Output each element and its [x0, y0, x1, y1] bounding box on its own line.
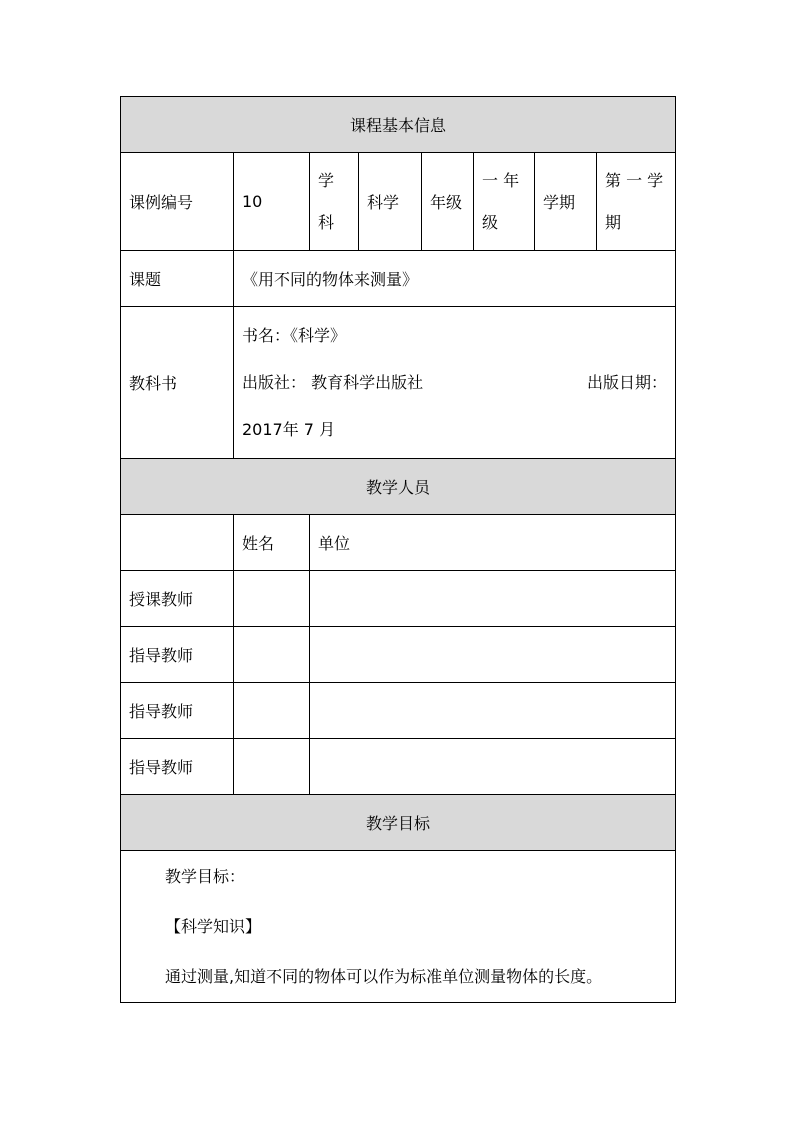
staff-name — [234, 739, 310, 795]
staff-header-name: 姓名 — [234, 515, 310, 571]
textbook-details — [234, 307, 676, 459]
textbook-date-label: 出版日期： — [587, 373, 668, 392]
staff-row — [121, 571, 676, 627]
staff-unit — [310, 571, 676, 627]
term-value-line2: 期 — [605, 212, 622, 232]
course-info-form — [120, 96, 676, 1003]
course-id-value: 10 — [234, 153, 310, 251]
staff-role: 授课教师 — [121, 571, 234, 627]
staff-header-blank — [121, 515, 234, 571]
subject-label-line2: 科 — [318, 212, 335, 232]
section-header-staff: 教学人员 — [121, 459, 676, 515]
staff-unit — [310, 739, 676, 795]
term-value — [597, 153, 676, 251]
staff-header-unit: 单位 — [310, 515, 676, 571]
staff-unit — [310, 627, 676, 683]
section-header-goals: 教学目标 — [121, 795, 676, 851]
section-header-basic-info: 课程基本信息 — [121, 97, 676, 153]
staff-row — [121, 739, 676, 795]
textbook-name: 书名：《科学》 — [242, 326, 347, 345]
textbook-label: 教科书 — [121, 307, 234, 459]
grade-value-line1: 一 年 — [482, 170, 520, 190]
textbook-date-value: 2017年 7 月 — [242, 420, 336, 439]
term-value-line1: 第 一 学 — [605, 170, 664, 190]
textbook-publisher-row — [242, 359, 667, 406]
goals-heading: 教学目标： — [165, 866, 246, 886]
grade-value — [474, 153, 535, 251]
textbook-publisher: 出版社： 教育科学出版社 — [242, 373, 424, 392]
staff-role: 指导教师 — [121, 683, 234, 739]
subject-label-line1: 学 — [318, 170, 335, 190]
grade-label: 年级 — [422, 153, 474, 251]
topic-value: 《用不同的物体来测量》 — [234, 251, 676, 307]
staff-role: 指导教师 — [121, 739, 234, 795]
staff-row — [121, 683, 676, 739]
knowledge-text: 通过测量,知道不同的物体可以作为标准单位测量物体的长度。 — [165, 966, 603, 986]
grade-value-line2: 级 — [482, 212, 499, 232]
staff-name — [234, 571, 310, 627]
subject-value: 科学 — [359, 153, 422, 251]
subject-label — [310, 153, 359, 251]
staff-unit — [310, 683, 676, 739]
staff-name — [234, 683, 310, 739]
staff-name — [234, 627, 310, 683]
term-label: 学期 — [535, 153, 597, 251]
course-id-label: 课例编号 — [121, 153, 234, 251]
staff-row — [121, 627, 676, 683]
topic-label: 课题 — [121, 251, 234, 307]
knowledge-heading: 【科学知识】 — [165, 916, 262, 936]
goals-content — [121, 851, 676, 1003]
staff-role: 指导教师 — [121, 627, 234, 683]
